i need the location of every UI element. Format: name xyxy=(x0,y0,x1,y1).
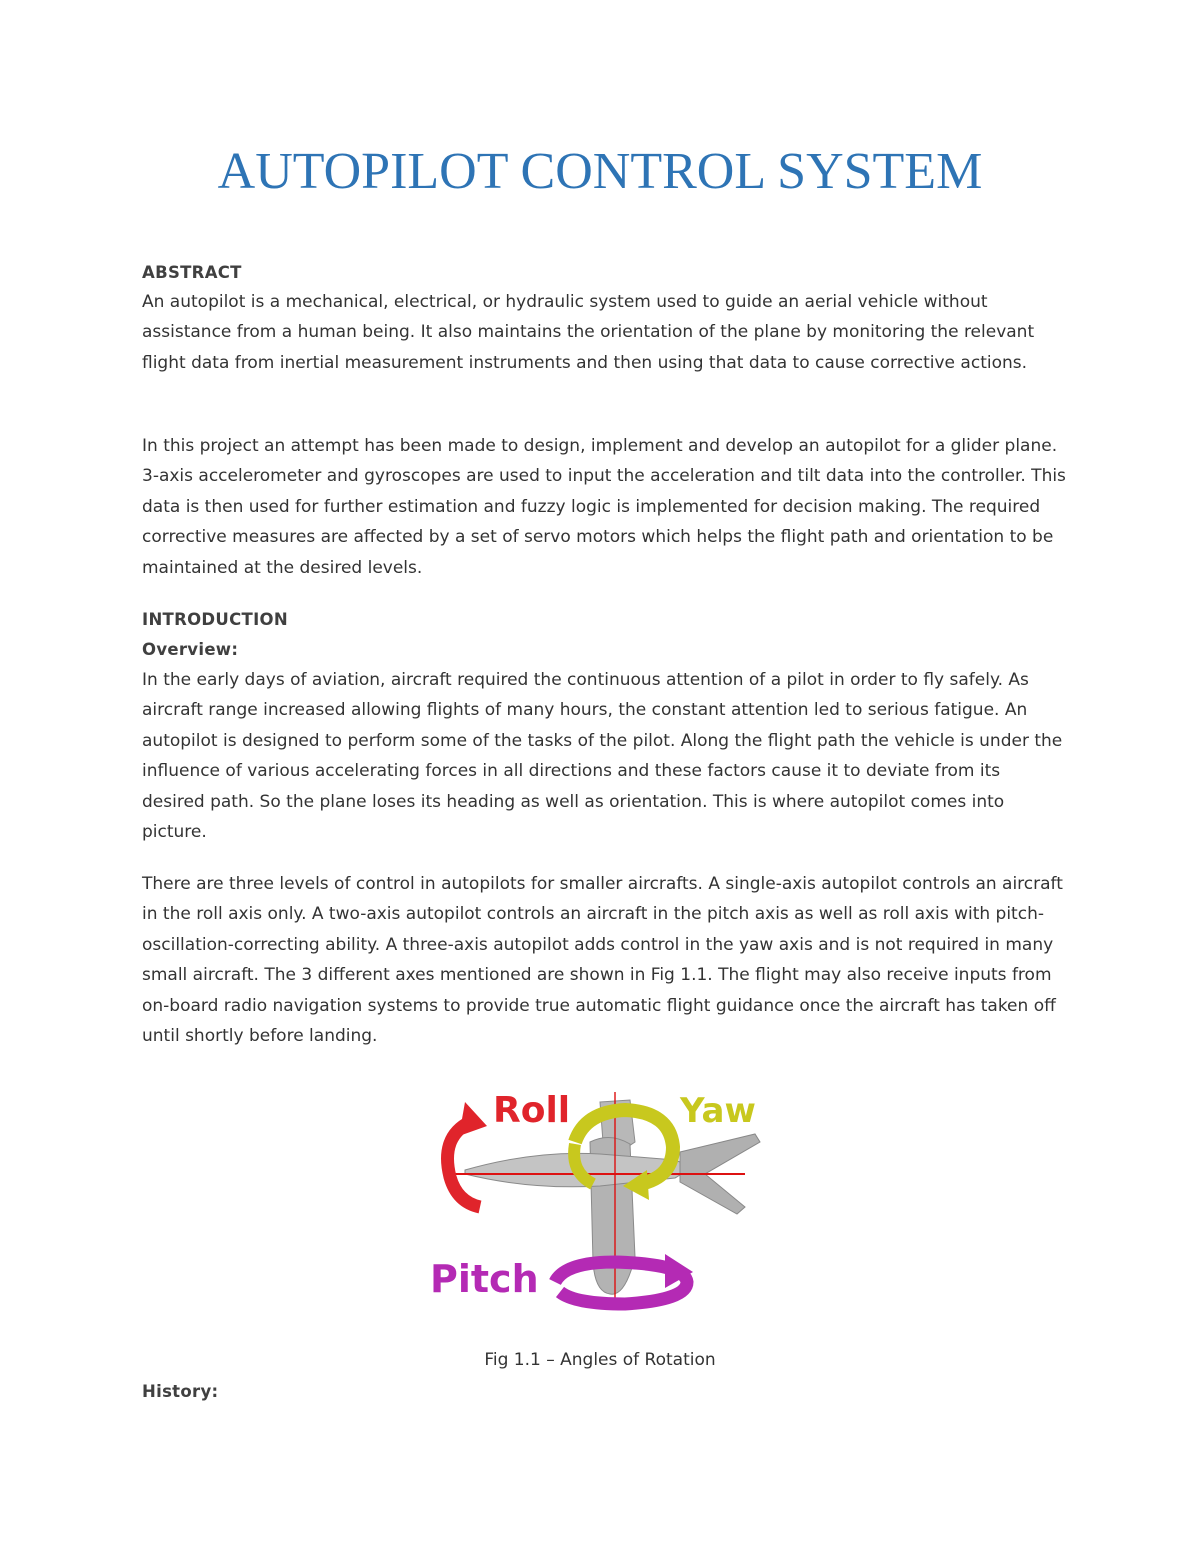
figure-caption: Fig 1.1 – Angles of Rotation xyxy=(484,1350,716,1370)
pitch-label: Pitch xyxy=(430,1257,539,1301)
roll-arrow-icon xyxy=(448,1122,481,1207)
yaw-label: Yaw xyxy=(680,1091,756,1131)
introduction-heading: INTRODUCTION xyxy=(142,610,288,629)
overview-paragraph-1: In the early days of aviation, aircraft required the continuous attention of a pilot in order to fly safely. As aircraft range increased allowing flights of many hours, the constant attention led to serious fatigue. An autopilot is designed to perform some of the tasks of the pilot. Along the flight path the vehicle is under the influence of various accelerating forces in all directions and these factors cause it to deviate from its desired path. So the plane loses its heading as well as orientation. This is where autopilot comes into picture. xyxy=(142,670,1063,843)
abstract-paragraph-2: In this project an attempt has been made to design, implement and develop an autopilot for a glider plane. 3-axis accelerometer and gyroscopes are used to input the acceleration and tilt data into the controller. This data is then used for further estimation and fuzzy logic is implemented for decision making. The required corrective measures are affected by a set of servo motors which helps the flight path and orientation to be maintained at the desired levels. xyxy=(142,436,1066,578)
roll-label: Roll xyxy=(493,1090,571,1131)
overview-paragraph-2: There are three levels of control in autopilots for smaller aircrafts. A single-axis autopilot controls an aircraft in the roll axis only. A two-axis autopilot controls an aircraft in the pitch axis as well as roll axis with pitch-oscillation-correcting ability. A three-axis autopilot adds control in the yaw axis and is not required in many small aircraft. The 3 different axes mentioned are shown in Fig 1.1. The flight may also receive inputs from on-board radio navigation systems to provide true automatic flight guidance once the aircraft has taken off until shortly before landing. xyxy=(142,874,1063,1047)
rotation-axes-figure xyxy=(425,1082,770,1322)
history-heading: History: xyxy=(142,1382,219,1401)
abstract-heading: ABSTRACT xyxy=(142,263,242,282)
roll-arrowhead-icon xyxy=(459,1102,487,1136)
document-title: AUTOPILOT CONTROL SYSTEM xyxy=(217,143,983,200)
overview-subheading: Overview: xyxy=(142,640,239,659)
abstract-paragraph-1: An autopilot is a mechanical, electrical, or hydraulic system used to guide an aerial vehicle without assistance from a human being. It also maintains the orientation of the plane by monitoring the relevant flight data from inertial measurement instruments and then using that data to cause corrective actions. xyxy=(142,292,1035,373)
